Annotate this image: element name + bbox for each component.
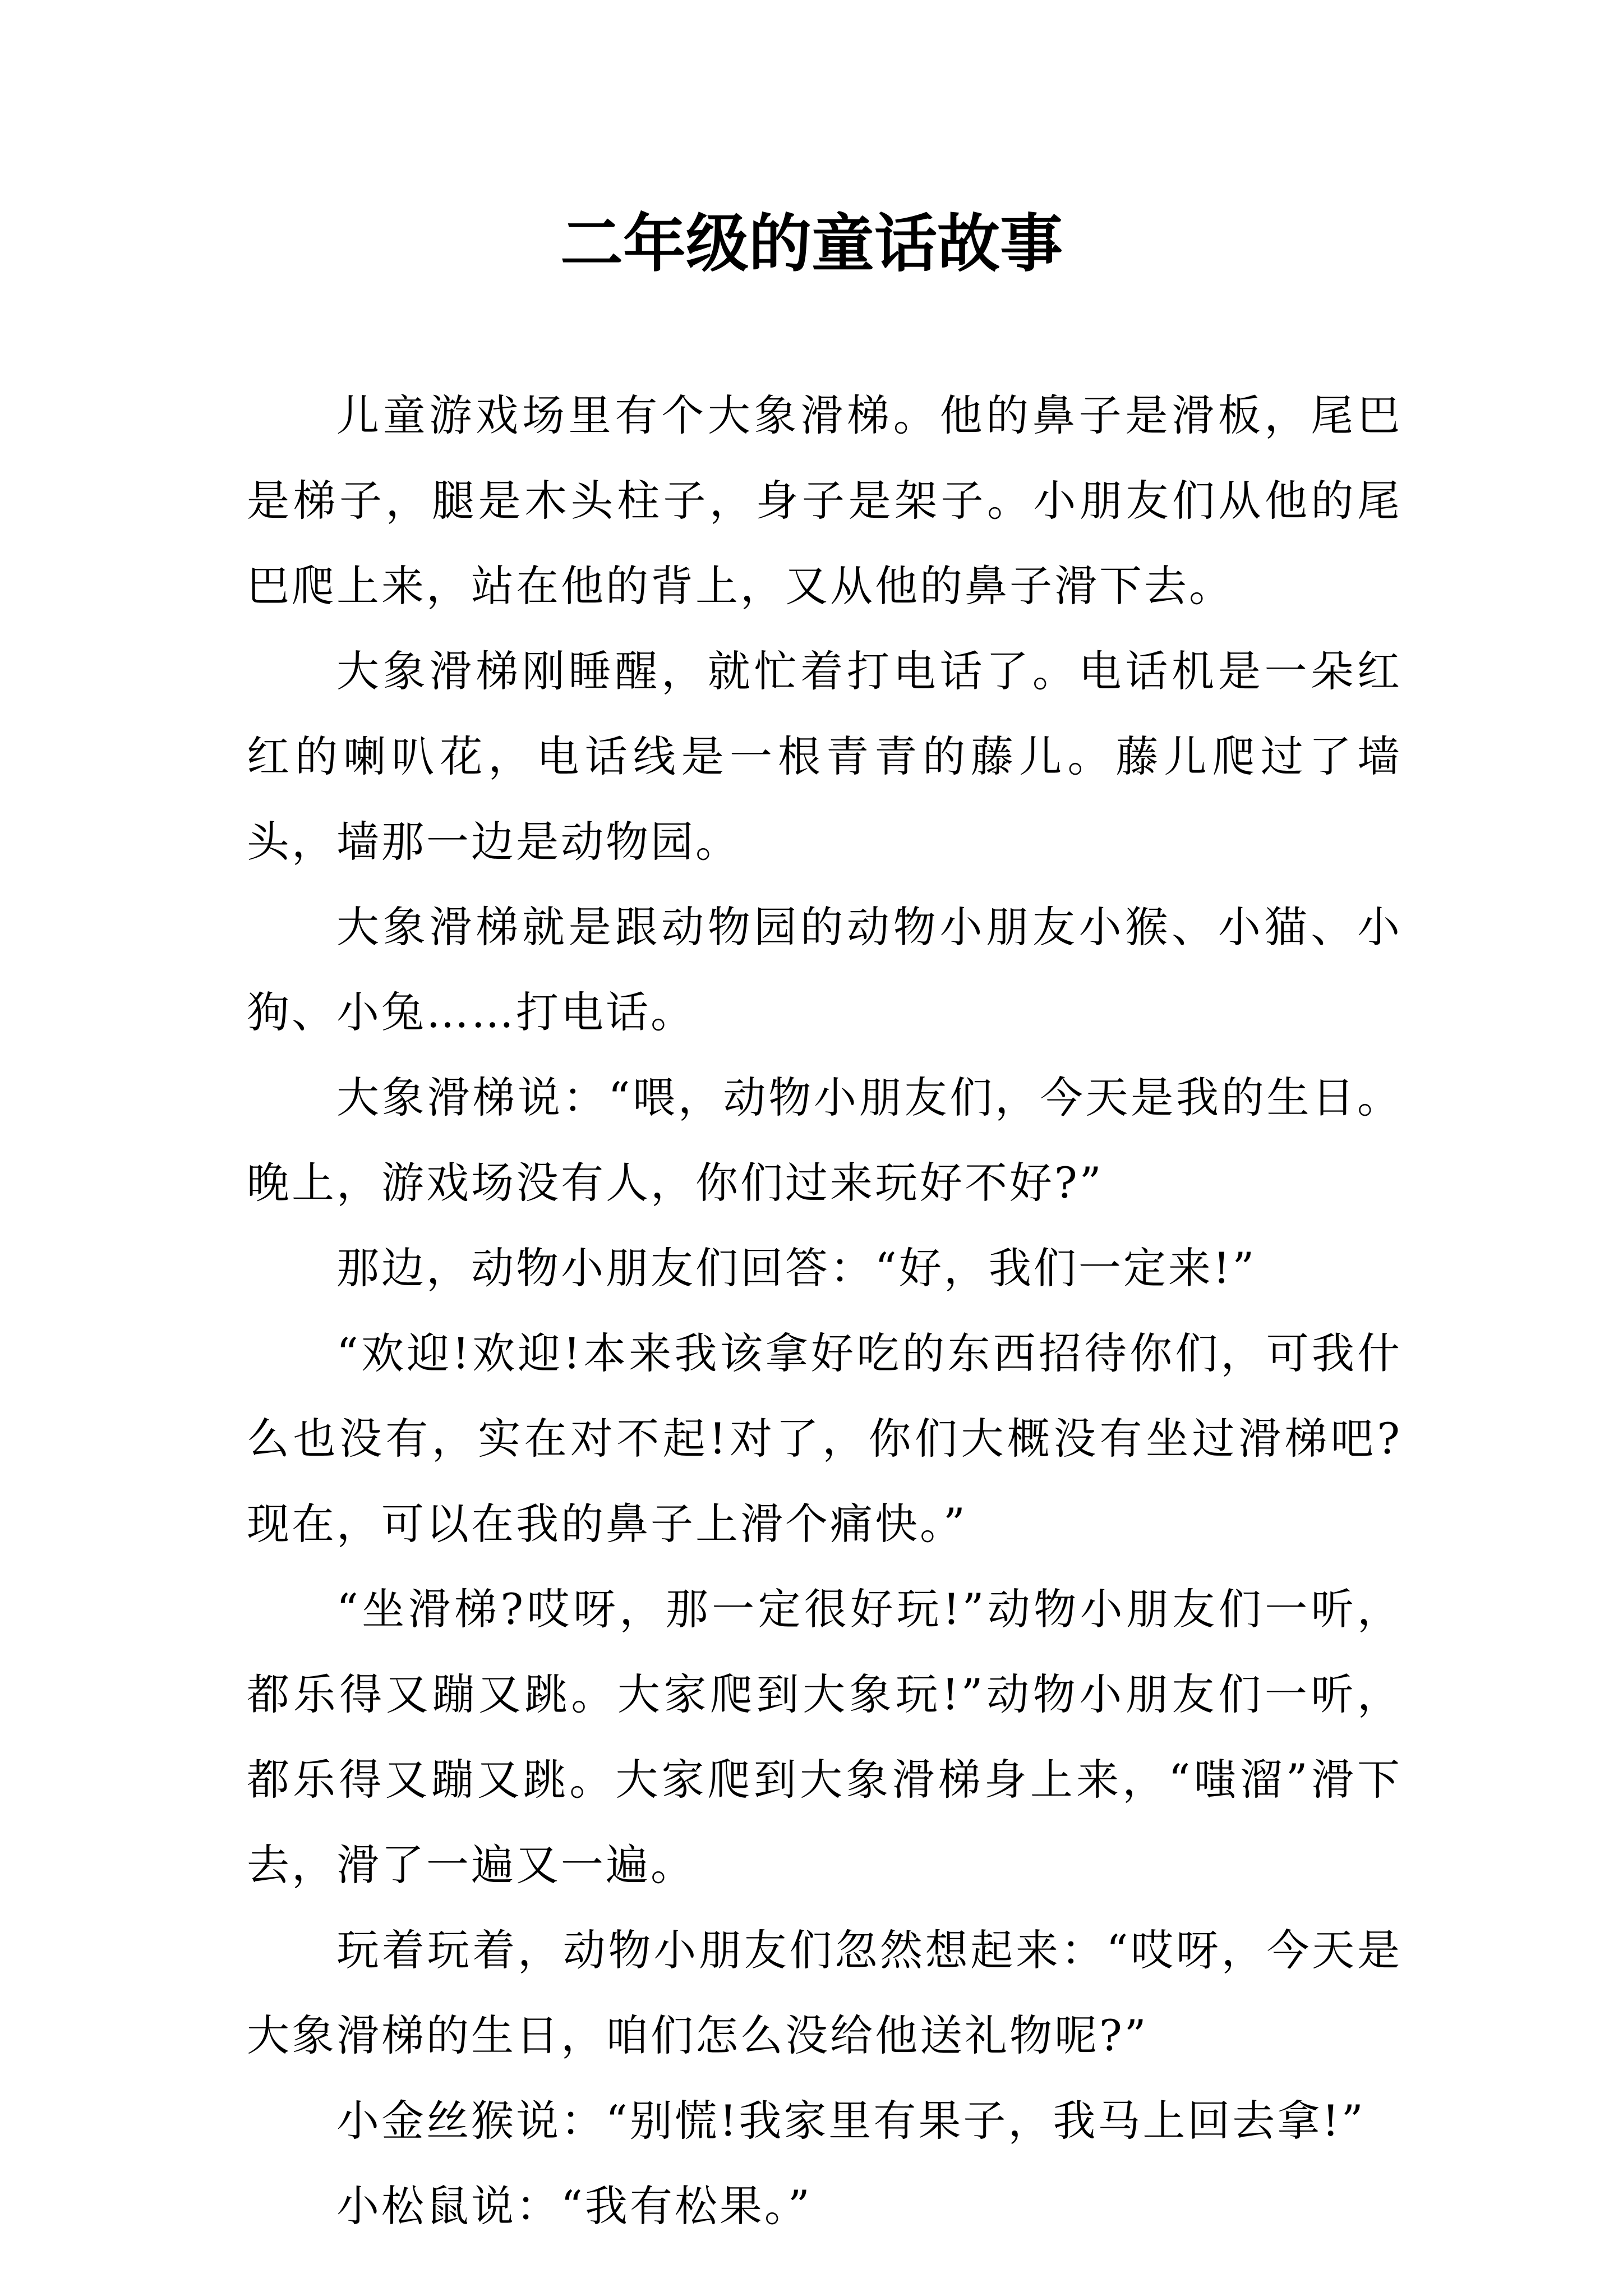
paragraph: 大象滑梯就是跟动物园的动物小朋友小猴、小猫、小狗、小兔……打电话。 [247,902,1402,1037]
paragraph: “坐滑梯?哎呀，那一定很好玩!”动物小朋友们一听，都乐得又蹦又跳。大家爬到大象玩!”动物小朋友们一听，都乐得又蹦又跳。大家爬到大象滑梯身上来，“嗤溜”滑下去，滑了一遍又一遍。 [247,1584,1402,1890]
paragraph: 大象滑梯说：“喂，动物小朋友们，今天是我的生日。晚上，游戏场没有人，你们过来玩好不好?” [247,1073,1402,1208]
paragraph: “欢迎!欢迎!本来我该拿好吃的东西招待你们，可我什么也没有，实在对不起!对了，你们大概没有坐过滑梯吧?现在，可以在我的鼻子上滑个痛快。” [247,1328,1402,1549]
paragraph: 儿童游戏场里有个大象滑梯。他的鼻子是滑板，尾巴是梯子，腿是木头柱子，身子是架子。小朋友们从他的尾巴爬上来，站在他的背上，又从他的鼻子滑下去。 [247,390,1402,611]
paragraph: 小金丝猴说：“别慌!我家里有果子，我马上回去拿!” [336,2096,1366,2146]
paragraph: 那边，动物小朋友们回答：“好，我们一定来!” [336,1243,1257,1293]
paragraph: 大象滑梯刚睡醒，就忙着打电话了。电话机是一朵红红的喇叭花，电话线是一根青青的藤儿。藤儿爬过了墙头，墙那一边是动物园。 [247,646,1402,867]
document-title: 二年级的童话故事 [560,207,1063,280]
document-body [247,373,1402,2249]
paragraph: 玩着玩着，动物小朋友们忽然想起来：“哎呀，今天是大象滑梯的生日，咱们怎么没给他送礼物呢?” [247,1925,1402,2060]
paragraph: 小松鼠说：“我有松果。” [336,2181,812,2231]
